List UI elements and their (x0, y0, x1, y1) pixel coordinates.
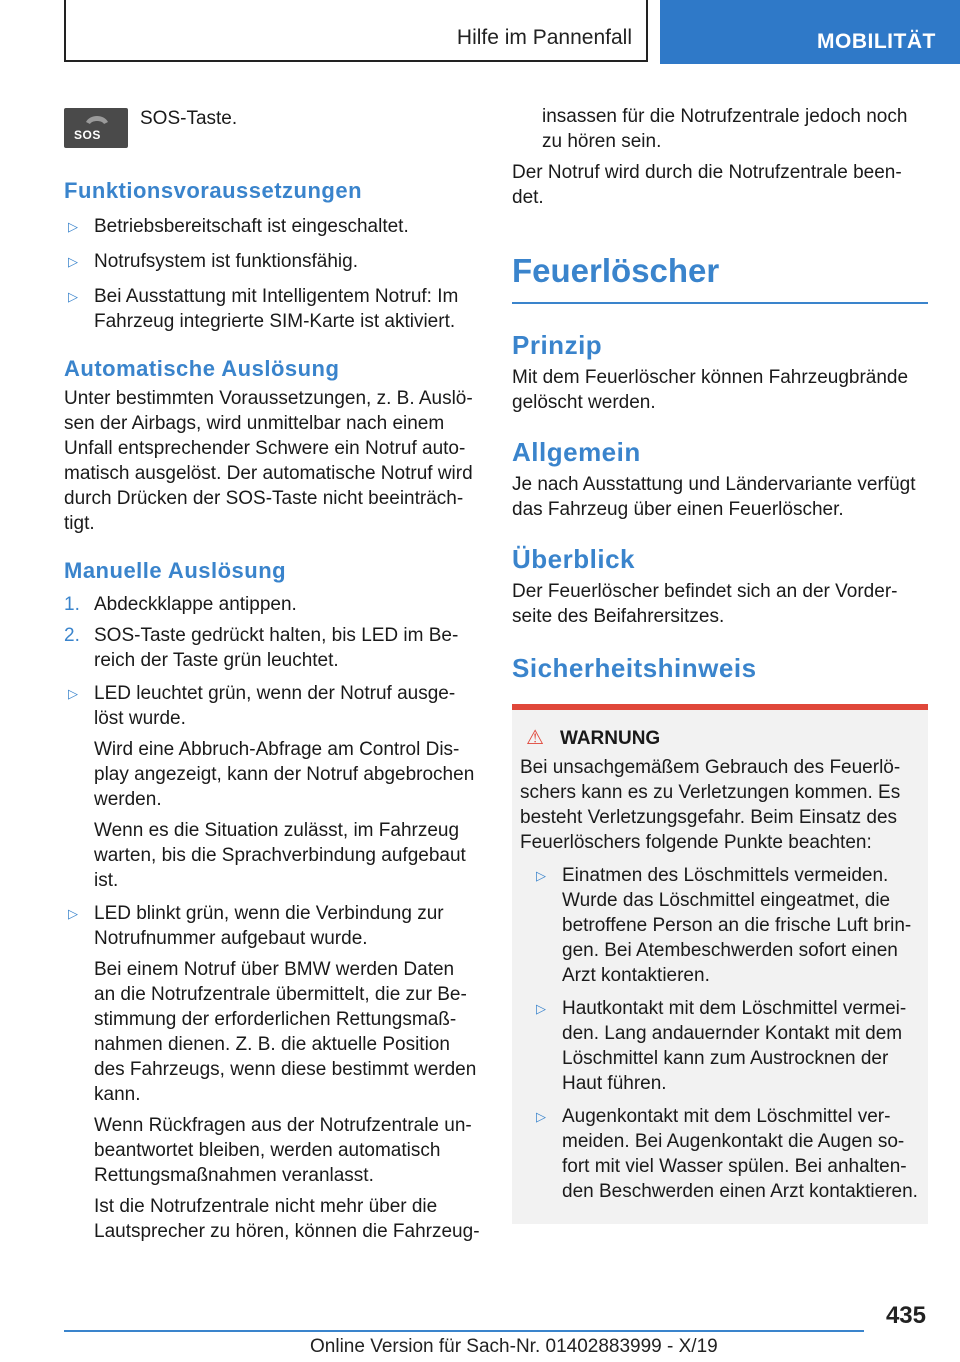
led1-paragraph-2: Wenn es die Situation zulässt, im Fahrzeug warten, bis die Sprachverbindung aufgebaut ist. (94, 820, 466, 891)
step-item: 2. SOS-Taste gedrückt halten, bis LED im Be-reich der Taste grün leuchtet. (64, 625, 459, 671)
sos-text: SOS-Taste. (140, 108, 238, 129)
footer-text: Online Version für Sach-Nr. 01402883999 - X/19 (310, 1336, 718, 1357)
sos-button-icon (64, 108, 128, 148)
header-section-title: Hilfe im Pannenfall (456, 26, 632, 49)
page-header (0, 0, 960, 66)
warning-list-item: ▷ Augenkontakt mit dem Löschmittel ver-meiden. Bei Augenkontakt die Augen so-fort mit viel Wasser spülen. Bei anhalten-den Beschwerden einen Arzt kontaktieren. (536, 1106, 918, 1202)
heading-ueberblick: Überblick (512, 544, 635, 574)
prinzip-paragraph: Mit dem Feuerlöscher können Fahrzeugbrände gelöscht werden. (512, 367, 909, 413)
page-title: Feuerlöscher (512, 252, 720, 289)
heading-prinzip: Prinzip (512, 330, 603, 360)
title-rule (512, 302, 928, 304)
heading-manuelle-ausloesung: Manuelle Auslösung (64, 558, 287, 583)
warning-title: ⚠ WARNUNG (526, 727, 661, 749)
warning-box (512, 704, 928, 1224)
bullet-triangle-icon: ▷ (68, 289, 78, 304)
list-item: ▷ Betriebsbereitschaft ist eingeschaltet. (68, 216, 409, 237)
warning-list-item: ▷ Hautkontakt mit dem Löschmittel vermei-den. Lang andauernder Kontakt mit dem Löschmittel kann zum Austrocknen der Haut führen. (536, 998, 907, 1094)
bullet-triangle-icon: ▷ (68, 906, 78, 921)
led2-paragraph-1: Bei einem Notruf über BMW werden Daten an die Notrufzentrale übermittelt, die zur Be-stimmung der erforderlichen Rettungsmaß-nahmen dienen. Z. B. die aktuelle Position des Fahrzeugs, wenn diese bestimmt werden kann. (94, 959, 477, 1105)
bullet-triangle-icon: ▷ (68, 686, 78, 701)
heading-sicherheitshinweis: Sicherheitshinweis (512, 653, 757, 683)
led2-paragraph-2: Wenn Rückfragen aus der Notrufzentrale un-beantwortet bleiben, werden automatisch Rettungsmaßnahmen veranlasst. (94, 1115, 472, 1186)
footer-rule (64, 1330, 864, 1332)
ueberblick-paragraph: Der Feuerlöscher befindet sich an der Vorder-seite des Beifahrersitzes. (512, 581, 898, 627)
list-item: ▷ Bei Ausstattung mit Intelligentem Notruf: Im Fahrzeug integrierte SIM-Karte ist aktiviert. (68, 286, 459, 332)
heading-automatische-ausloesung: Automatische Auslösung (64, 356, 340, 381)
warning-triangle-icon: ⚠ (526, 727, 544, 749)
list-item: ▷ Notrufsystem ist funktionsfähig. (68, 251, 358, 272)
heading-funktionsvoraussetzungen: Funktionsvoraussetzungen (64, 178, 363, 203)
list-item: ▷ LED leuchtet grün, wenn der Notruf ausge-löst wurde. (68, 683, 456, 729)
heading-allgemein: Allgemein (512, 437, 641, 467)
warning-paragraph: Bei unsachgemäßem Gebrauch des Feuerlö-schers kann es zu Verletzungen kommen. Es besteht Verletzungsgefahr. Beim Einsatz des Feuerlöschers folgende Punkte beachten: (520, 757, 901, 853)
list-item: ▷ LED blinkt grün, wenn die Verbindung zur Notrufnummer aufgebaut wurde. (68, 903, 444, 949)
header-chapter-tab: MOBILITÄT (660, 0, 960, 64)
led2-paragraph-3: Ist die Notrufzentrale nicht mehr über die Lautsprecher zu hören, können die Fahrzeug- (94, 1196, 480, 1242)
bullet-triangle-icon: ▷ (536, 1001, 546, 1016)
auto-paragraph: Unter bestimmten Voraussetzungen, z. B. Auslö-sen der Airbags, wird unmittelbar nach einem Unfall entsprechender Schwere ein Notruf auto-matisch ausgelöst. Der automatische Notruf wird durch Drücken der SOS-Taste nicht beeinträch-tigt. (64, 388, 473, 534)
warning-list-item: ▷ Einatmen des Löschmittels vermeiden. Wurde das Löschmittel eingeatmet, die betroffene Person an die frische Luft brin-gen. Bei Atembeschwerden sofort einen Arzt kontaktieren. (536, 865, 912, 986)
bullet-triangle-icon: ▷ (536, 1109, 546, 1124)
led1-paragraph-1: Wird eine Abbruch-Abfrage am Control Dis-play angezeigt, kann der Notruf abgebrochen werden. (94, 739, 475, 810)
step-item: 1. Abdeckklappe antippen. (64, 594, 297, 615)
warning-content (512, 710, 928, 1224)
page-number: 435 (885, 1302, 926, 1329)
bullet-triangle-icon: ▷ (68, 254, 78, 269)
bullet-triangle-icon: ▷ (68, 219, 78, 234)
sos-icon-label: SOS (74, 128, 101, 142)
bullet-triangle-icon: ▷ (536, 868, 546, 883)
allgemein-paragraph: Je nach Ausstattung und Ländervariante verfügt das Fahrzeug über einen Feuerlöscher. (512, 474, 916, 520)
notruf-beendet-paragraph: Der Notruf wird durch die Notrufzentrale been-det. (512, 162, 902, 208)
continued-paragraph: insassen für die Notrufzentrale jedoch noch zu hören sein. (542, 106, 908, 152)
